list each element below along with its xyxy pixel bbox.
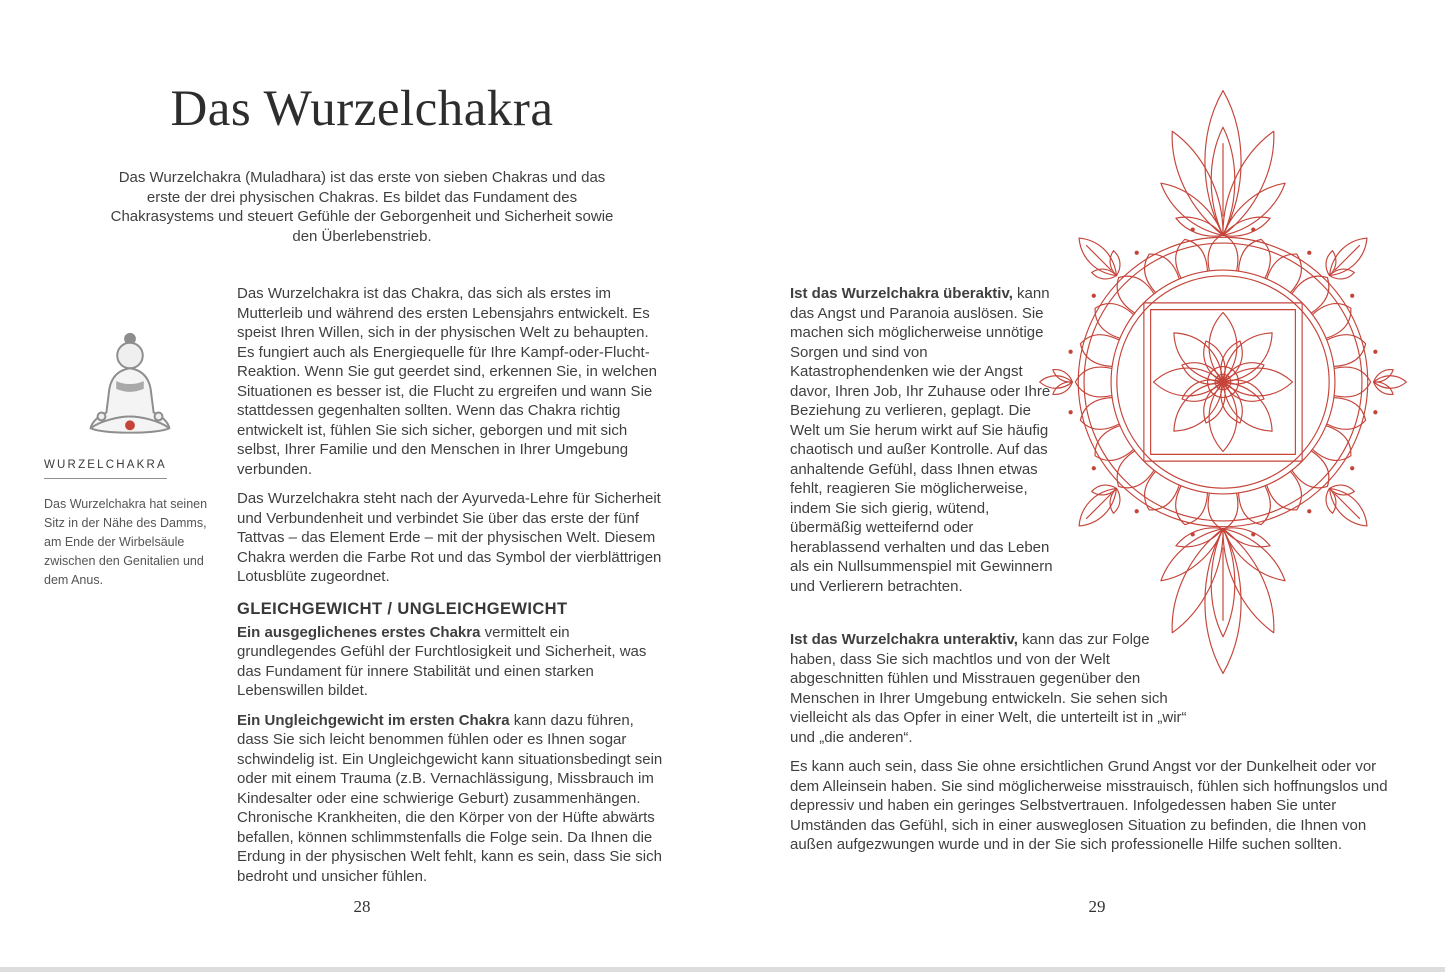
chapter-title: Das Wurzelchakra: [170, 81, 554, 137]
lotus-mandala-icon: [1030, 78, 1416, 686]
meditating-figure-illustration: [71, 326, 189, 449]
meditator-icon: [71, 326, 189, 444]
root-chakra-dot: [125, 420, 135, 430]
page-number-right: 29: [1088, 897, 1106, 916]
section-heading: GLEICHGEWICHT / UNGLEICHGEWICHT: [237, 599, 568, 618]
right-text-column-narrow: [790, 284, 1062, 606]
bold-lead: Ist das Wurzelchakra überaktiv,: [790, 285, 1013, 302]
bold-lead: Ein Ungleichgewicht im ersten Chakra: [237, 711, 510, 729]
paragraph-ayurveda: Das Wurzelchakra steht nach der Ayurveda-Lehre für Sicherheit und Verbundenheit und verbindet Sie über das erste der fünf Tattvas – das Element Erde – mit der physischen Welt. Diesem Chakra werden die Farbe Rot und das Symbol der vierblättrigen Lotusblüte zugeordnet.: [237, 490, 662, 585]
paragraph-balanced: [237, 623, 663, 701]
chakra-location-caption: Das Wurzelchakra hat seinen Sitz in der Nähe des Damms, am Ende der Wirbelsäule zwischen den Genitalien und dem Anus.: [44, 497, 208, 587]
paragraph-text: vermittelt ein grundlegendes Gefühl der Furchtlosigkeit und Sicherheit, was das Fundament für innere Stabilität und einen starken Lebenswillen bildet.: [237, 623, 647, 699]
chakra-label: WURZELCHAKRA: [44, 459, 167, 479]
mandala-illustration: [1030, 78, 1416, 686]
paragraph-text: kann das zur Folge haben, dass Sie sich machtlos und von der Welt abgeschnitten fühlen und Misstrauen gegenüber den Menschen in Ihrer Umgebung entwickeln. Sie sehen sich vielleicht als das Opfer in einer Welt, die unterteilt ist in „wir“ und „die anderen“.: [790, 631, 1187, 746]
paragraph-text: kann dazu führen, dass Sie sich leicht benommen fühlen oder es Ihnen sogar schwindelig ist. Ein Ungleichgewicht kann situationsbedingt sein oder mit einem Trauma (z.B. Vernachlässigung, Missbrauch im Kindesalter oder eine schwierige Geburt) zusammenhängen. Chronische Krankheiten, die den Körper von der Hüfte abwärts befallen, können schlimmstenfalls die Folge sein. Da Ihnen die Erdung in der physischen Welt fehlt, kann es sein, dass Sie sich bedroht und unsicher fühlen.: [237, 711, 663, 885]
paragraph-text: kann das Angst und Paranoia auslösen. Sie machen sich möglicherweise unnötige Sorgen und sind von Katastrophendenken wie der Angst davor, Ihren Job, Ihr Zuhause oder Ihre Beziehung zu verlieren, geplagt. Die Welt um Sie herum wirkt auf Sie häufig chaotisch und außer Kontrolle. Auf das anhaltende Gefühl, dass Ihnen etwas fehlt, reagieren Sie möglicherweise, indem Sie sich gierig, wütend, übermäßig wetteifernd oder herablassend verhalten und das Leben als ein Nullsummenspiel mit Gewinnern und Verlierern betrachten.: [790, 285, 1053, 595]
page-number-left: 28: [353, 897, 371, 916]
paragraph-continuation: [790, 757, 1404, 855]
paragraph-imbalance: [237, 711, 663, 887]
bold-lead: Ein ausgeglichenes erstes Chakra: [237, 623, 481, 641]
paragraph-text: Es kann auch sein, dass Sie ohne ersichtlichen Grund Angst vor der Dunkelheit oder vor dem Alleinsein haben. Sie sind möglicherweise misstrauisch, fühlen sich hoffnungslos und depressiv und haben ein geringes Selbstvertrauen. Infolgedessen haben Sie unter Umständen das Gefühl, sich in einer ausweglosen Situation zu befinden, die Ihnen von außen aufgezwungen wurde und in der Sie sich professionelle Hilfe suchen sollten.: [790, 758, 1388, 853]
sidebar: [44, 326, 216, 590]
left-text-column: [237, 284, 663, 896]
bold-lead: Ist das Wurzelchakra unteraktiv,: [790, 631, 1018, 648]
paragraph-development: Das Wurzelchakra ist das Chakra, das sich als erstes im Mutterleib und während des ersten Lebensjahrs entwickelt. Es speist Ihren Willen, sich in der physischen Welt zu behaupten. Es fungiert auch als Energiequelle für Ihre Kampf-oder-Flucht-Reaktion. Wenn Sie gut geerdet sind, erkennen Sie, in welchen Situationen es besser ist, die Flucht zu ergreifen und wann Sie stattdessen gegenhalten sollten. Wenn das Chakra richtig entwickelt ist, fühlen Sie sich sicher, geborgen und mit sich selbst, Ihrer Familie und den Menschen in Ihrer Umgebung verbunden.: [237, 285, 657, 478]
intro-text: Das Wurzelchakra (Muladhara) ist das erste von sieben Chakras und das erste der drei physischen Chakras. Es bildet das Fundament des Chakrasystems und steuert Gefühle der Geborgenheit und Sicherheit sowie den Überlebenstrieb.: [110, 169, 614, 245]
paragraph-overactive: [790, 284, 1062, 596]
